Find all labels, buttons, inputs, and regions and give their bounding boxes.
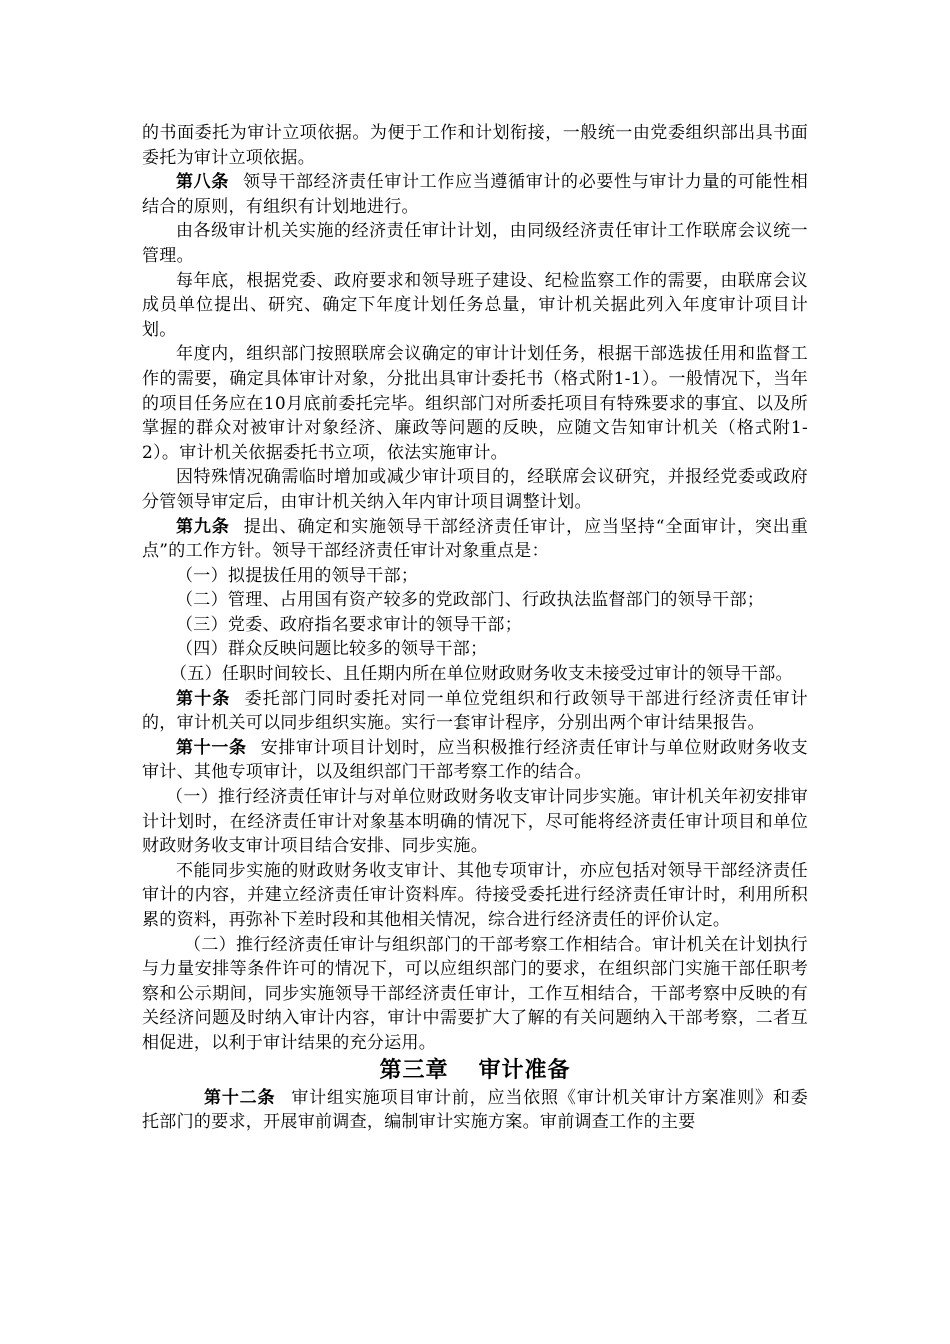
article-heading: 第十一条	[176, 737, 247, 758]
paragraph: 由各级审计机关实施的经济责任审计计划，由同级经济责任审计工作联席会议统一管理。	[142, 221, 808, 266]
paragraph: 因特殊情况确需临时增加或减少审计项目的，经联席会议研究，并报经党委或政府分管领导审定后，由审计机关纳入年内审计项目调整计划。	[142, 467, 808, 512]
paragraph: 每年底，根据党委、政府要求和领导班子建设、纪检监察工作的需要，由联席会议成员单位提出、研究、确定下年度计划任务总量，审计机关据此列入年度审计项目计划。	[142, 270, 808, 340]
article-10: 第十条 委托部门同时委托对同一单位党组织和行政领导干部进行经济责任审计的，审计机关可以同步组织实施。实行一套审计程序，分别出两个审计结果报告。	[142, 688, 808, 734]
article-11: 第十一条 安排审计项目计划时，应当积极推行经济责任审计与单位财政财务收支审计、其他专项审计，以及组织部门干部考察工作的结合。	[142, 737, 808, 783]
list-item: （一）推行经济责任审计与对单位财政财务收支审计同步实施。审计机关年初安排审计计划时，在经济责任审计对象基本明确的情况下，尽可能将经济责任审计项目和单位财政财务收支审计项目结合安排、同步实施。	[142, 787, 808, 857]
article-heading: 第九条	[176, 516, 230, 537]
article-9: 第九条 提出、确定和实施领导干部经济责任审计，应当坚持“全面审计，突出重点”的工作方针。领导干部经济责任审计对象重点是：	[142, 516, 809, 562]
list-item: （四）群众反映问题比较多的领导干部；	[176, 639, 488, 660]
article-8: 第八条 领导干部经济责任审计工作应当遵循审计的必要性与审计力量的可能性相结合的原则，有组织有计划地进行。	[142, 172, 808, 217]
article-heading: 第十二条	[204, 1087, 276, 1108]
paragraph-continued: 的书面委托为审计立项依据。为便于工作和计划衔接，一般统一由党委组织部出具书面委托为审计立项依据。	[142, 123, 808, 168]
chapter-heading: 第三章 审计准备	[379, 1057, 571, 1083]
list-item: （三）党委、政府指名要求审计的领导干部；	[176, 614, 522, 635]
list-item: （一）拟提拔任用的领导干部；	[176, 565, 419, 586]
article-heading: 第十条	[176, 688, 231, 709]
article-heading: 第八条	[176, 172, 230, 193]
paragraph: 年度内，组织部门按照联席会议确定的审计计划任务，根据干部选拔任用和监督工作的需要，确定具体审计对象，分批出具审计委托书（格式附1-1）。一般情况下，当年的项目任务应在10月底前委托完毕。组织部门对所委托项目有特殊要求的事宜、以及所掌握的群众对被审计对象经济、廉政等问题的反映，应随文告知审计机关（格式附1-2）。审计机关依据委托书立项，依法实施审计。	[142, 344, 808, 463]
list-item: （二）管理、占用国有资产较多的党政部门、行政执法监督部门的领导干部；	[176, 590, 765, 611]
article-12: 第十二条 审计组实施项目审计前，应当依照《审计机关审计方案准则》和委托部门的要求，开展审前调查，编制审计实施方案。审前调查工作的主要	[142, 1087, 808, 1133]
list-item: （五）任职时间较长、且任期内所在单位财政财务收支未接受过审计的领导干部。	[170, 664, 793, 685]
list-item: （二）推行经济责任审计与组织部门的干部考察工作相结合。审计机关在计划执行与力量安排等条件许可的情况下，可以应组织部门的要求，在组织部门实施干部任职考察和公示期间，同步实施领导干部经济责任审计，工作互相结合，干部考察中反映的有关经济问题及时纳入审计内容，审计中需要扩大了解的有关问题纳入干部考察，二者互相促进，以利于审计结果的充分运用。	[142, 934, 808, 1053]
paragraph: 不能同步实施的财政财务收支审计、其他专项审计，亦应包括对领导干部经济责任审计的内容，并建立经济责任审计资料库。待接受委托进行经济责任审计时，利用所积累的资料，再弥补下差时段和其他相关情况，综合进行经济责任的评价认定。	[142, 860, 808, 930]
